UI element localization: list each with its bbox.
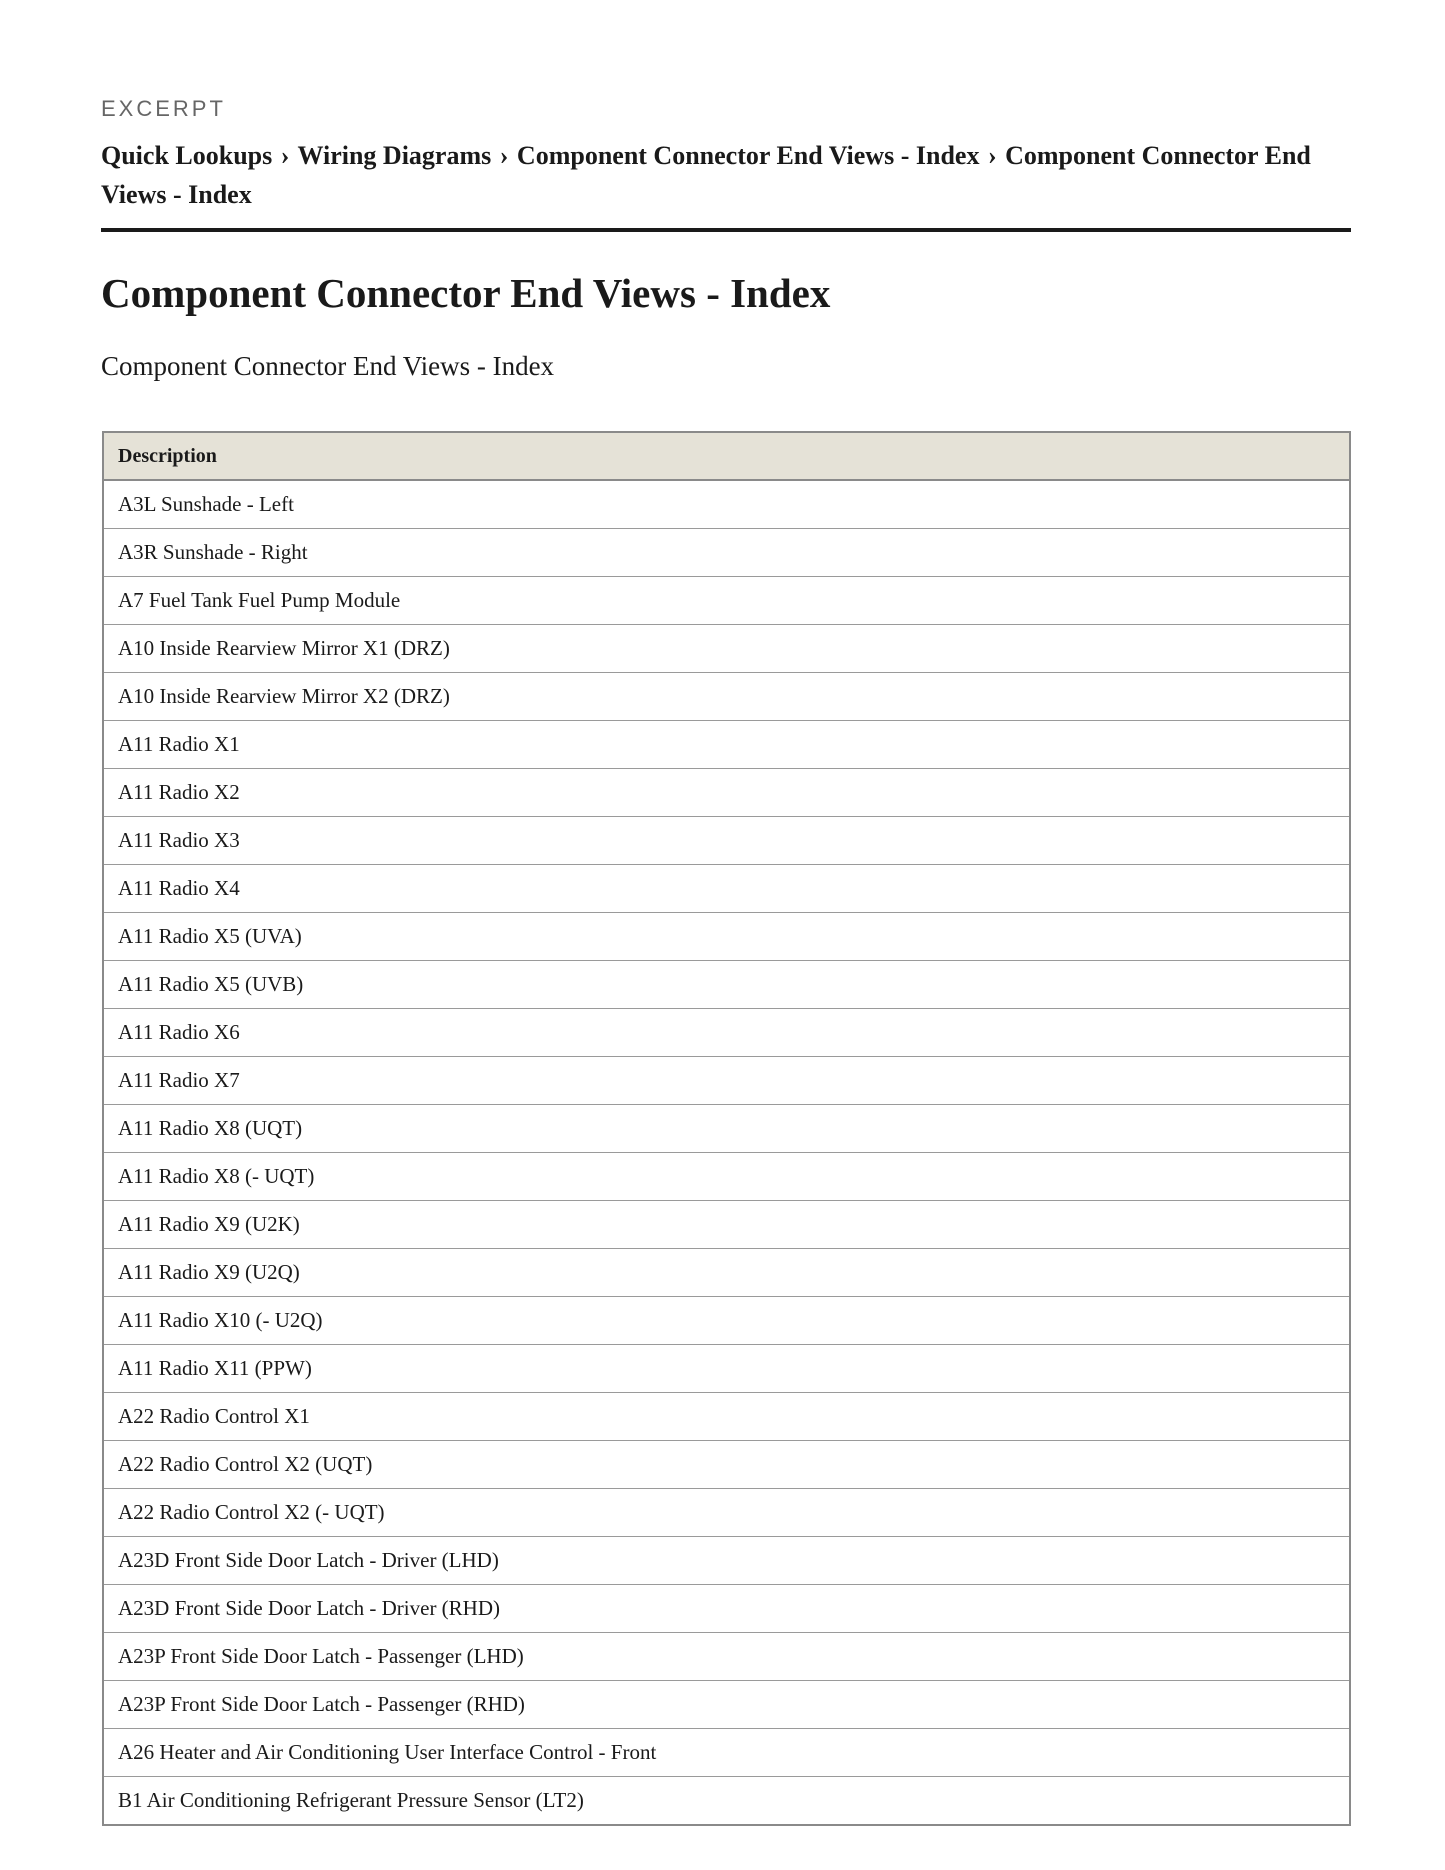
table-row[interactable] [103,1297,1350,1345]
table-row[interactable] [103,1585,1350,1633]
table-row[interactable] [103,961,1350,1009]
header-divider [101,228,1351,232]
breadcrumb-item-current: Component Connector End Views - Index [101,141,1311,209]
table-row[interactable] [103,625,1350,673]
table-row[interactable] [103,1633,1350,1681]
table-row[interactable] [103,1393,1350,1441]
table-row[interactable] [103,1681,1350,1729]
table-row[interactable] [103,1777,1350,1826]
table-cell-description[interactable]: A23D Front Side Door Latch - Driver (LHD) [103,1537,1350,1585]
breadcrumb-item-end-views-index[interactable]: Component Connector End Views - Index [516,141,980,170]
table-row[interactable] [103,1057,1350,1105]
table-header-row [103,432,1350,480]
breadcrumb [101,136,1351,214]
table-cell-description[interactable]: A22 Radio Control X2 (- UQT) [103,1489,1350,1537]
page-title: Component Connector End Views - Index [101,270,831,316]
table-cell-description[interactable]: A11 Radio X11 (PPW) [103,1345,1350,1393]
table-body [103,480,1350,1825]
table-cell-description[interactable]: A11 Radio X1 [103,721,1350,769]
table-cell-description[interactable]: A3R Sunshade - Right [103,529,1350,577]
column-header-description: Description [103,432,1350,480]
table-row[interactable] [103,1345,1350,1393]
table-cell-description[interactable]: A11 Radio X7 [103,1057,1350,1105]
table-cell-description[interactable]: A11 Radio X6 [103,1009,1350,1057]
table-cell-description[interactable]: A11 Radio X5 (UVA) [103,913,1350,961]
connector-index-table [102,431,1351,1826]
breadcrumb-separator: › [987,141,997,170]
table-row[interactable] [103,865,1350,913]
table-row[interactable] [103,1249,1350,1297]
breadcrumb-item-quick-lookups[interactable]: Quick Lookups [101,141,273,170]
breadcrumb-separator: › [499,141,509,170]
table-cell-description[interactable]: A3L Sunshade - Left [103,480,1350,529]
table-cell-description[interactable]: A26 Heater and Air Conditioning User Interface Control - Front [103,1729,1350,1777]
table-cell-description[interactable]: A23D Front Side Door Latch - Driver (RHD) [103,1585,1350,1633]
table-cell-description[interactable]: A22 Radio Control X1 [103,1393,1350,1441]
page-subtitle: Component Connector End Views - Index [101,351,555,381]
table-row[interactable] [103,480,1350,529]
table-cell-description[interactable]: A11 Radio X2 [103,769,1350,817]
table-cell-description[interactable]: B1 Air Conditioning Refrigerant Pressure Sensor (LT2) [103,1777,1350,1826]
breadcrumb-item-wiring-diagrams[interactable]: Wiring Diagrams [297,141,492,170]
table-row[interactable] [103,1729,1350,1777]
table-row[interactable] [103,769,1350,817]
table-row[interactable] [103,1441,1350,1489]
table-row[interactable] [103,1489,1350,1537]
table-row[interactable] [103,1537,1350,1585]
table-cell-description[interactable]: A11 Radio X8 (UQT) [103,1105,1350,1153]
table-cell-description[interactable]: A23P Front Side Door Latch - Passenger (RHD) [103,1681,1350,1729]
excerpt-label: EXCERPT [101,96,226,121]
table-row[interactable] [103,817,1350,865]
table-cell-description[interactable]: A11 Radio X10 (- U2Q) [103,1297,1350,1345]
table-cell-description[interactable]: A11 Radio X4 [103,865,1350,913]
table-row[interactable] [103,577,1350,625]
table-cell-description[interactable]: A23P Front Side Door Latch - Passenger (LHD) [103,1633,1350,1681]
table-cell-description[interactable]: A7 Fuel Tank Fuel Pump Module [103,577,1350,625]
table-row[interactable] [103,1201,1350,1249]
table-row[interactable] [103,529,1350,577]
table-row[interactable] [103,1153,1350,1201]
table-cell-description[interactable]: A11 Radio X9 (U2K) [103,1201,1350,1249]
table-cell-description[interactable]: A10 Inside Rearview Mirror X2 (DRZ) [103,673,1350,721]
table-cell-description[interactable]: A10 Inside Rearview Mirror X1 (DRZ) [103,625,1350,673]
table-cell-description[interactable]: A11 Radio X3 [103,817,1350,865]
table-cell-description[interactable]: A11 Radio X8 (- UQT) [103,1153,1350,1201]
table-cell-description[interactable]: A22 Radio Control X2 (UQT) [103,1441,1350,1489]
table-row[interactable] [103,673,1350,721]
table-row[interactable] [103,1105,1350,1153]
table-row[interactable] [103,913,1350,961]
table-row[interactable] [103,1009,1350,1057]
breadcrumb-separator: › [280,141,290,170]
table-row[interactable] [103,721,1350,769]
table-cell-description[interactable]: A11 Radio X9 (U2Q) [103,1249,1350,1297]
table-cell-description[interactable]: A11 Radio X5 (UVB) [103,961,1350,1009]
